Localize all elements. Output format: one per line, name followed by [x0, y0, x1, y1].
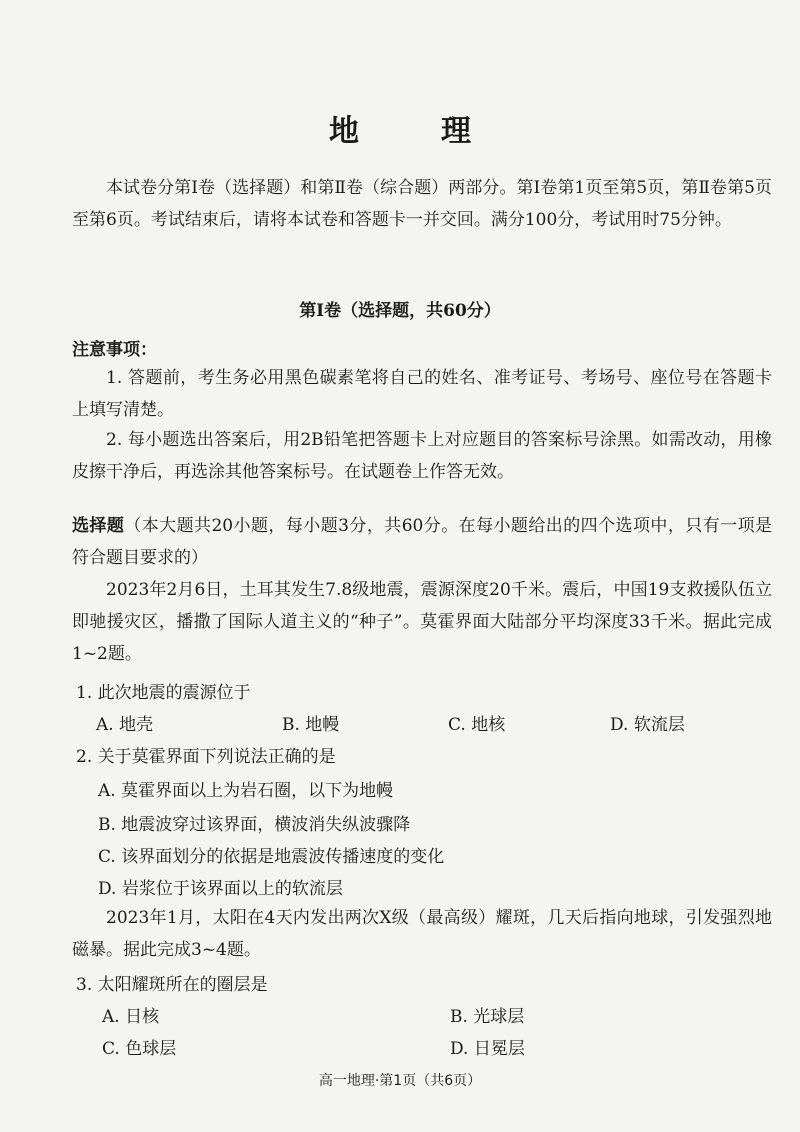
passage-2: 2023年1月，太阳在4天内发出两次X级（最高级）耀斑，几天后指向地球，引发强烈地磁暴。据此完成3~4题。	[72, 908, 772, 960]
question-1-options	[92, 710, 782, 740]
section-title: 第Ⅰ卷（选择题，共60分）	[299, 301, 501, 321]
question-2-option-c: C. 该界面划分的依据是地震波传播速度的变化	[98, 847, 445, 867]
intro-paragraph: 本试卷分第Ⅰ卷（选择题）和第Ⅱ卷（综合题）两部分。第Ⅰ卷第1页至第5页，第Ⅱ卷第5页至第6页。考试结束后，请将本试卷和答题卡一并交回。满分100分，考试用时75分钟。	[72, 178, 772, 230]
page-footer: 高一地理·第1页（共6页）	[318, 1073, 482, 1089]
choice-section-intro	[72, 510, 772, 574]
question-1-stem: 1. 此次地震的震源位于	[76, 683, 251, 703]
question-3-options-row-2	[92, 1034, 782, 1064]
question-1-option-c: C. 地核	[448, 715, 506, 735]
question-1-option-b: B. 地幔	[282, 715, 340, 735]
notice-heading: 注意事项：	[72, 340, 157, 360]
question-3-stem: 3. 太阳耀斑所在的圈层是	[76, 975, 268, 995]
choice-section-heading: 选择题	[72, 516, 125, 536]
question-2-option-d: D. 岩浆位于该界面以上的软流层	[98, 879, 343, 899]
question-3-options-row-1	[92, 1002, 782, 1032]
question-1-option-a: A. 地壳	[96, 715, 154, 735]
question-3-option-a: A. 日核	[102, 1007, 160, 1027]
question-2-option-b: B. 地震波穿过该界面，横波消失纵波骤降	[98, 815, 411, 835]
choice-section-desc: （本大题共20小题，每小题3分，共60分。在每小题给出的四个选项中，只有一项是符合题目要求的）	[72, 516, 773, 568]
question-3-option-d: D. 日冕层	[450, 1039, 525, 1059]
passage-1: 2023年2月6日，土耳其发生7.8级地震，震源深度20千米。震后，中国19支救援队伍立即驰援灾区，播撒了国际人道主义的“种子”。莫霍界面大陆部分平均深度33千米。据此完成1~2题。	[72, 580, 772, 664]
question-1-option-d: D. 软流层	[610, 715, 685, 735]
notice-item-1: 1. 答题前，考生务必用黑色碳素笔将自己的姓名、准考证号、考场号、座位号在答题卡上填写清楚。	[72, 368, 772, 420]
question-3-option-c: C. 色球层	[102, 1039, 177, 1059]
notice-item-2: 2. 每小题选出答案后，用2B铅笔把答题卡上对应题目的答案标号涂黑。如需改动，用橡皮擦干净后，再选涂其他答案标号。在试题卷上作答无效。	[72, 430, 772, 482]
question-3-option-b: B. 光球层	[450, 1007, 525, 1027]
question-2-stem: 2. 关于莫霍界面下列说法正确的是	[76, 747, 336, 767]
question-2-option-a: A. 莫霍界面以上为岩石圈，以下为地幔	[98, 781, 394, 801]
page-title: 地 理	[329, 114, 497, 149]
